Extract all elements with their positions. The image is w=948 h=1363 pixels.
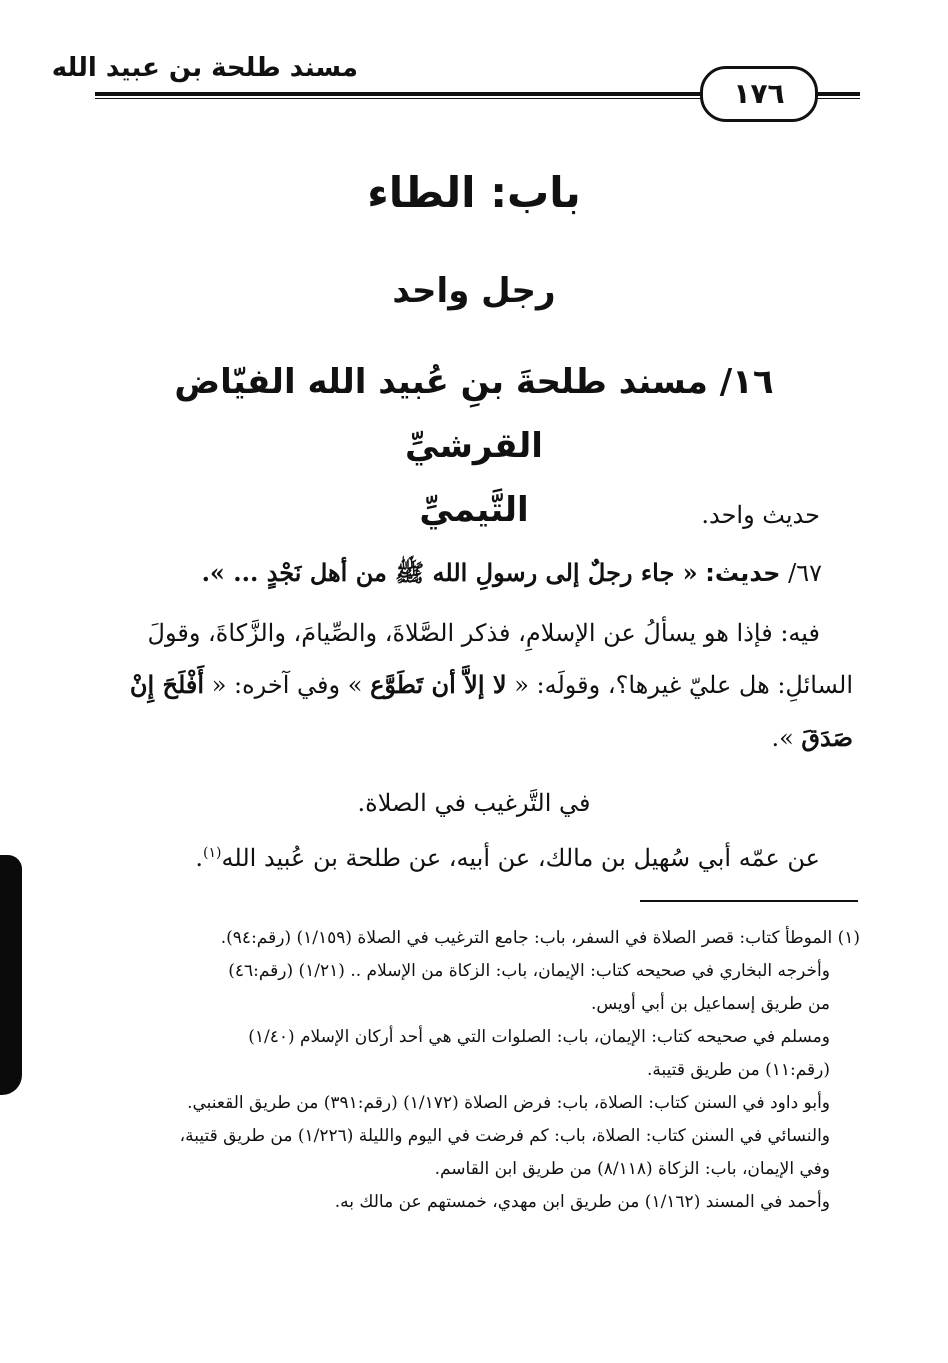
footnote-line: (رقم:١١) من طريق قتيبة. <box>646 1060 830 1080</box>
para-line2-mid: » وفي آخره: « <box>211 671 363 699</box>
hadith-number: ٦٧/ <box>788 559 822 587</box>
hadith-label: حديث: <box>705 559 781 587</box>
footnote-marker: (١) <box>203 845 222 861</box>
footnote-separator <box>640 900 858 902</box>
isnad-text: عن عمّه أبي سُهيل بن مالك، عن أبيه، عن طلحة بن عُبيد الله <box>221 844 820 872</box>
hadith-text: « جاء رجلٌ إلى رسولِ الله ﷺ من أهل نَجْدٍ ... ». <box>201 558 698 587</box>
para-line-3 <box>771 718 853 758</box>
targhib-line: في التَّرغيب في الصلاة. <box>357 789 591 817</box>
footnotes <box>95 922 860 1219</box>
footnote-line: وأبو داود في السنن كتاب: الصلاة، باب: فرض الصلاة (١/١٧٢) (رقم:٣٩١) من طريق القعنبي. <box>187 1093 830 1113</box>
footnote-line: (١) الموطأ كتاب: قصر الصلاة في السفر، باب: جامع الترغيب في الصلاة (١/١٥٩) (رقم:٩٤). <box>220 928 860 948</box>
isnad-end: . <box>195 844 204 872</box>
quote-sadaqa: صَدَقَ <box>801 723 853 752</box>
isnad-line <box>195 838 820 878</box>
quote-la-illa: لا إلاَّ أن تَطَوَّع <box>370 670 507 699</box>
para-line3-end: ». <box>771 724 794 752</box>
footnote-line: ومسلم في صحيحه كتاب: الإيمان، باب: الصلوات التي هي أحد أركان الإسلام (١/٤٠) <box>248 1027 830 1047</box>
chapter-subtitle: رجل واحد <box>392 271 556 311</box>
page-number: ١٧٦ <box>700 66 818 122</box>
para-line-1: فيه: فإذا هو يسألُ عن الإسلامِ، فذكر الصَّلاةَ، والصِّيامَ، والزَّكاةَ، وقولَ <box>147 619 820 647</box>
chapter-title: باب: الطاء <box>367 168 581 217</box>
para-line2-start: السائلِ: هل عليّ غيرها؟، وقولَه: « <box>514 671 853 699</box>
intro-line: حديث واحد. <box>701 501 820 529</box>
musnad-heading-line2: التَّيميِّ <box>419 490 529 530</box>
footnote-line: من طريق إسماعيل بن أبي أويس. <box>590 994 830 1014</box>
footnote-line: والنسائي في السنن كتاب: الصلاة، باب: كم فرضت في اليوم والليلة (١/٢٢٦) من طريق قتيبة، <box>179 1126 830 1146</box>
footnote-line: وأخرجه البخاري في صحيحه كتاب: الإيمان، باب: الزكاة من الإسلام .. (١/٢١) (رقم:٤٦) <box>228 961 830 981</box>
scan-shadow <box>0 855 22 1095</box>
hadith-line <box>202 553 822 593</box>
para-line-2 <box>130 665 853 705</box>
footnote-line: وأحمد في المسند (١/١٦٢) من طريق ابن مهدي، خمستهم عن مالك به. <box>334 1192 830 1212</box>
quote-aflaha: أَفْلَحَ إِنْ <box>129 670 205 699</box>
running-title: مسند طلحة بن عبيد الله <box>51 53 358 83</box>
musnad-heading-line1: ١٦/ مسند طلحةَ بنِ عُبيد الله الفيّاض القرشيِّ <box>174 362 774 466</box>
footnote-line: وفي الإيمان، باب: الزكاة (٨/١١٨) من طريق ابن القاسم. <box>434 1159 830 1179</box>
